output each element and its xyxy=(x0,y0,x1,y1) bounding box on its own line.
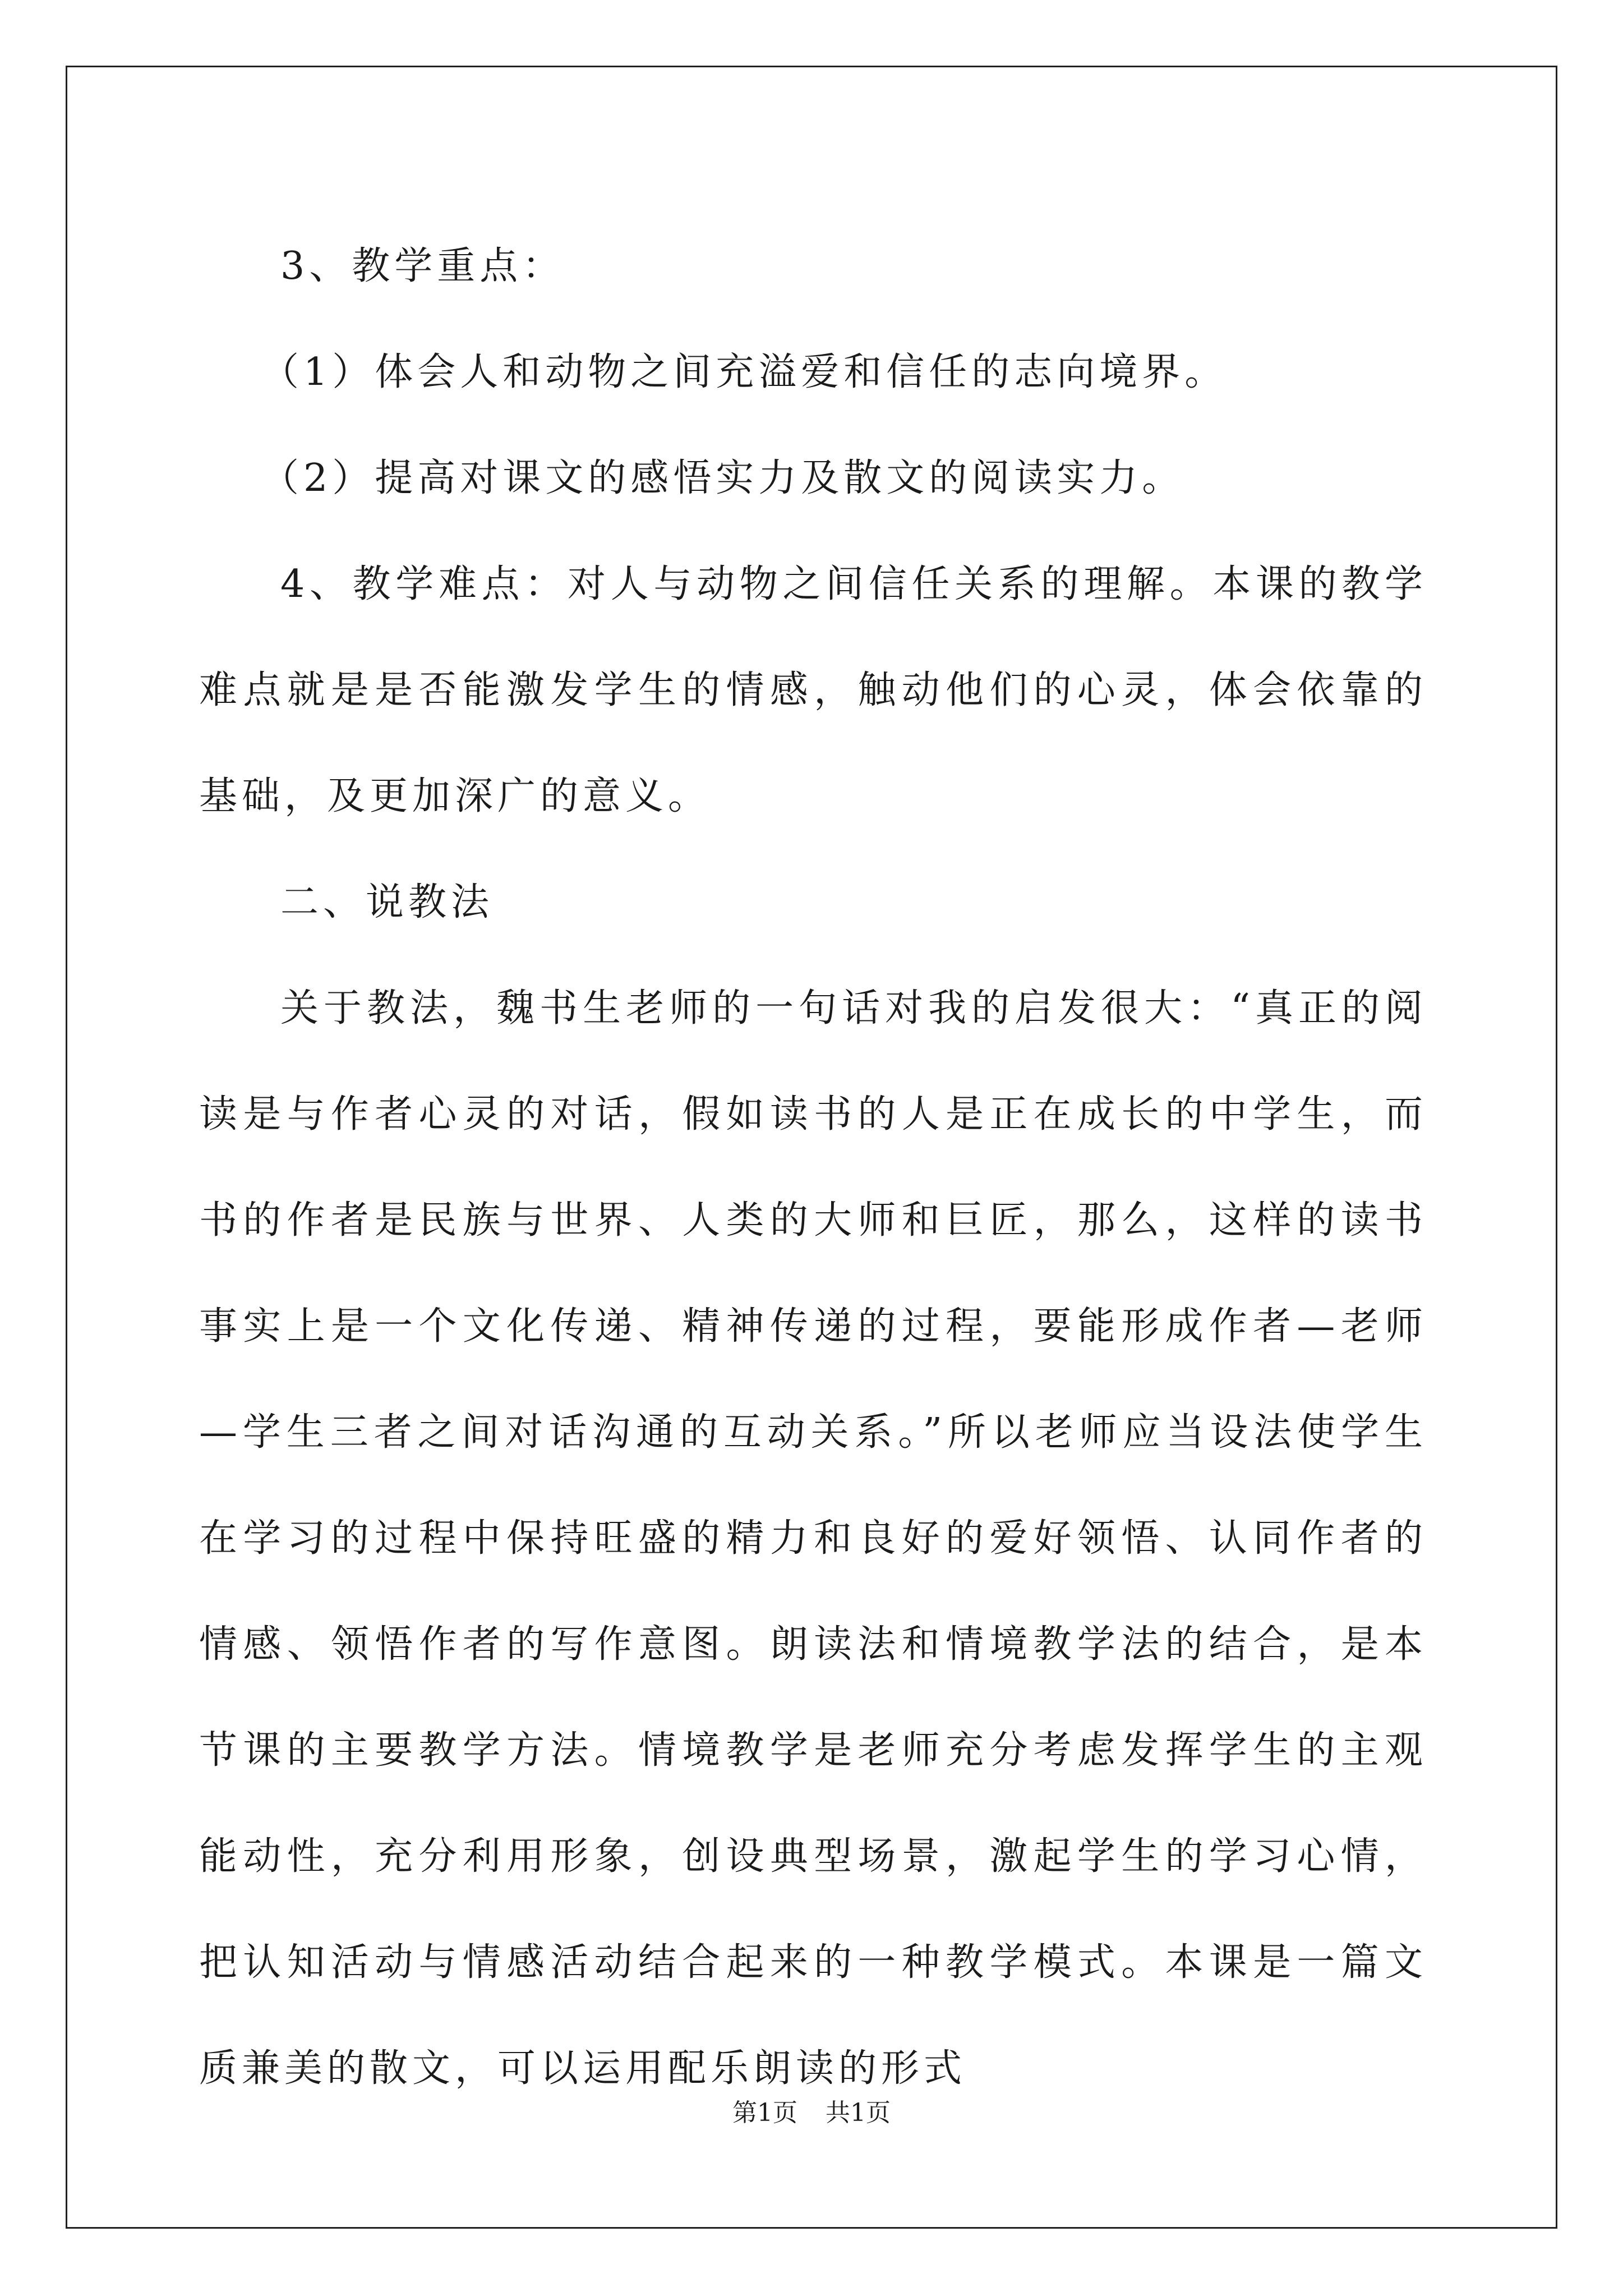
section-heading-teaching-method: 二、说教法 xyxy=(280,880,494,924)
focus-item-2: （2）提高对课文的感悟实力及散文的阅读实力。 xyxy=(261,456,1185,500)
paragraph-teaching-method: 关于教法，魏书生老师的一句话对我的启发很大：“真正的阅读是与作者心灵的对话，假如读书的人是正在成长的中学生，而书的作者是民族与世界、人类的大师和巨匠，那么，这样的读书事实上是一个文化传递、精神传递的过程，要能形成作者—老师—学生三者之间对话沟通的互动关系。”所以老师应当设法使学生在学习的过程中保持旺盛的精力和良好的爱好领悟、认同作者的情感、领悟作者的写作意图。朗读法和情境教学法的结合，是本节课的主要教学方法。情境教学是老师充分考虑发挥学生的主观能动性，充分利用形象，创设典型场景，激起学生的学习心情，把认知活动与情感活动结合起来的一种教学模式。本课是一篇文质兼美的散文，可以运用配乐朗读的形式 xyxy=(199,986,1427,2091)
paragraph-teaching-difficulty: 4、教学难点：对人与动物之间信任关系的理解。本课的教学难点就是是否能激发学生的情感，触动他们的心灵，体会依靠的基础，及更加深广的意义。 xyxy=(199,562,1427,818)
page-number-total: 共1页 xyxy=(826,2099,891,2127)
page-footer xyxy=(0,2092,1623,2128)
document-body xyxy=(199,213,1427,2122)
heading-teaching-focus: 3、教学重点： xyxy=(280,244,565,288)
focus-item-1: （1）体会人和动物之间充溢爱和信任的志向境界。 xyxy=(261,350,1228,394)
page-number-current: 第1页 xyxy=(732,2099,797,2127)
